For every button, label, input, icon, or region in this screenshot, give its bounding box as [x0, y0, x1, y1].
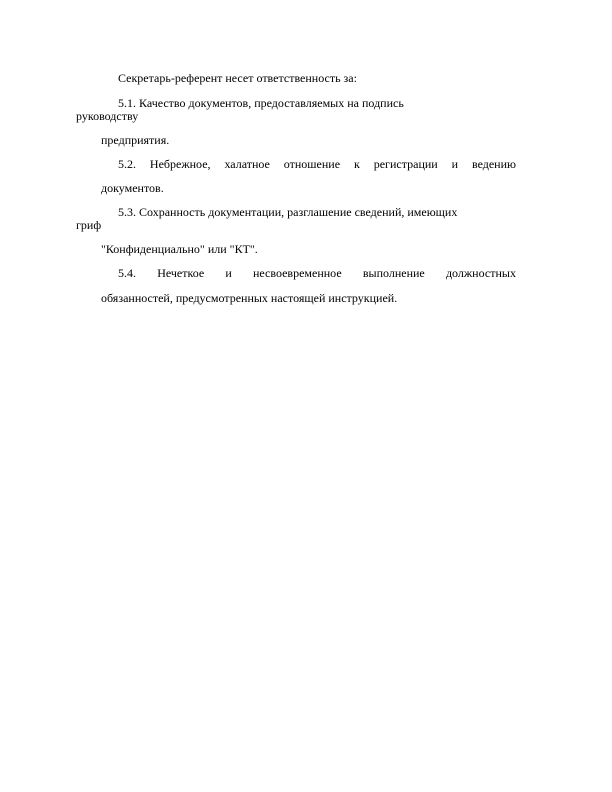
item-5-4-word: должностных [445, 266, 516, 280]
item-5-4-line-1 [118, 266, 516, 280]
item-5-2-word: ведению [471, 157, 516, 171]
item-5-3-line-2: гриф [76, 218, 102, 232]
item-5-2-line-2: документов. [101, 181, 164, 195]
item-5-2-word: к [353, 157, 360, 171]
item-5-1-line-3: предприятия. [101, 133, 170, 147]
item-5-2-word: отношение [283, 157, 341, 171]
item-5-4-word: и [225, 266, 232, 280]
item-5-4-word: выполнение [362, 266, 425, 280]
item-5-2-line-1 [118, 157, 516, 171]
item-5-4-word: 5.4. [118, 266, 136, 280]
item-5-2-word: халатное [224, 157, 270, 171]
item-5-1-line-2: руководству [76, 109, 139, 123]
item-5-3-line-1: 5.3. Сохранность документации, разглашение сведений, имеющих [118, 205, 458, 219]
item-5-2-word: и [451, 157, 459, 171]
item-5-3-line-3: "Конфиденциально" или "КТ". [101, 242, 258, 256]
item-5-1-line-1: 5.1. Качество документов, предоставляемых на подпись [118, 96, 404, 110]
item-5-2-word: Небрежное, [149, 157, 211, 171]
item-5-4-line-2: обязанностей, предусмотренных настоящей инструкцией. [101, 291, 398, 305]
item-5-2-word: регистрации [373, 157, 438, 171]
item-5-4-word: Нечеткое [157, 266, 205, 280]
item-5-2-word: 5.2. [118, 157, 136, 171]
responsibility-intro: Секретарь-референт несет ответственность за: [118, 71, 357, 85]
item-5-4-word: несвоевременное [252, 266, 342, 280]
